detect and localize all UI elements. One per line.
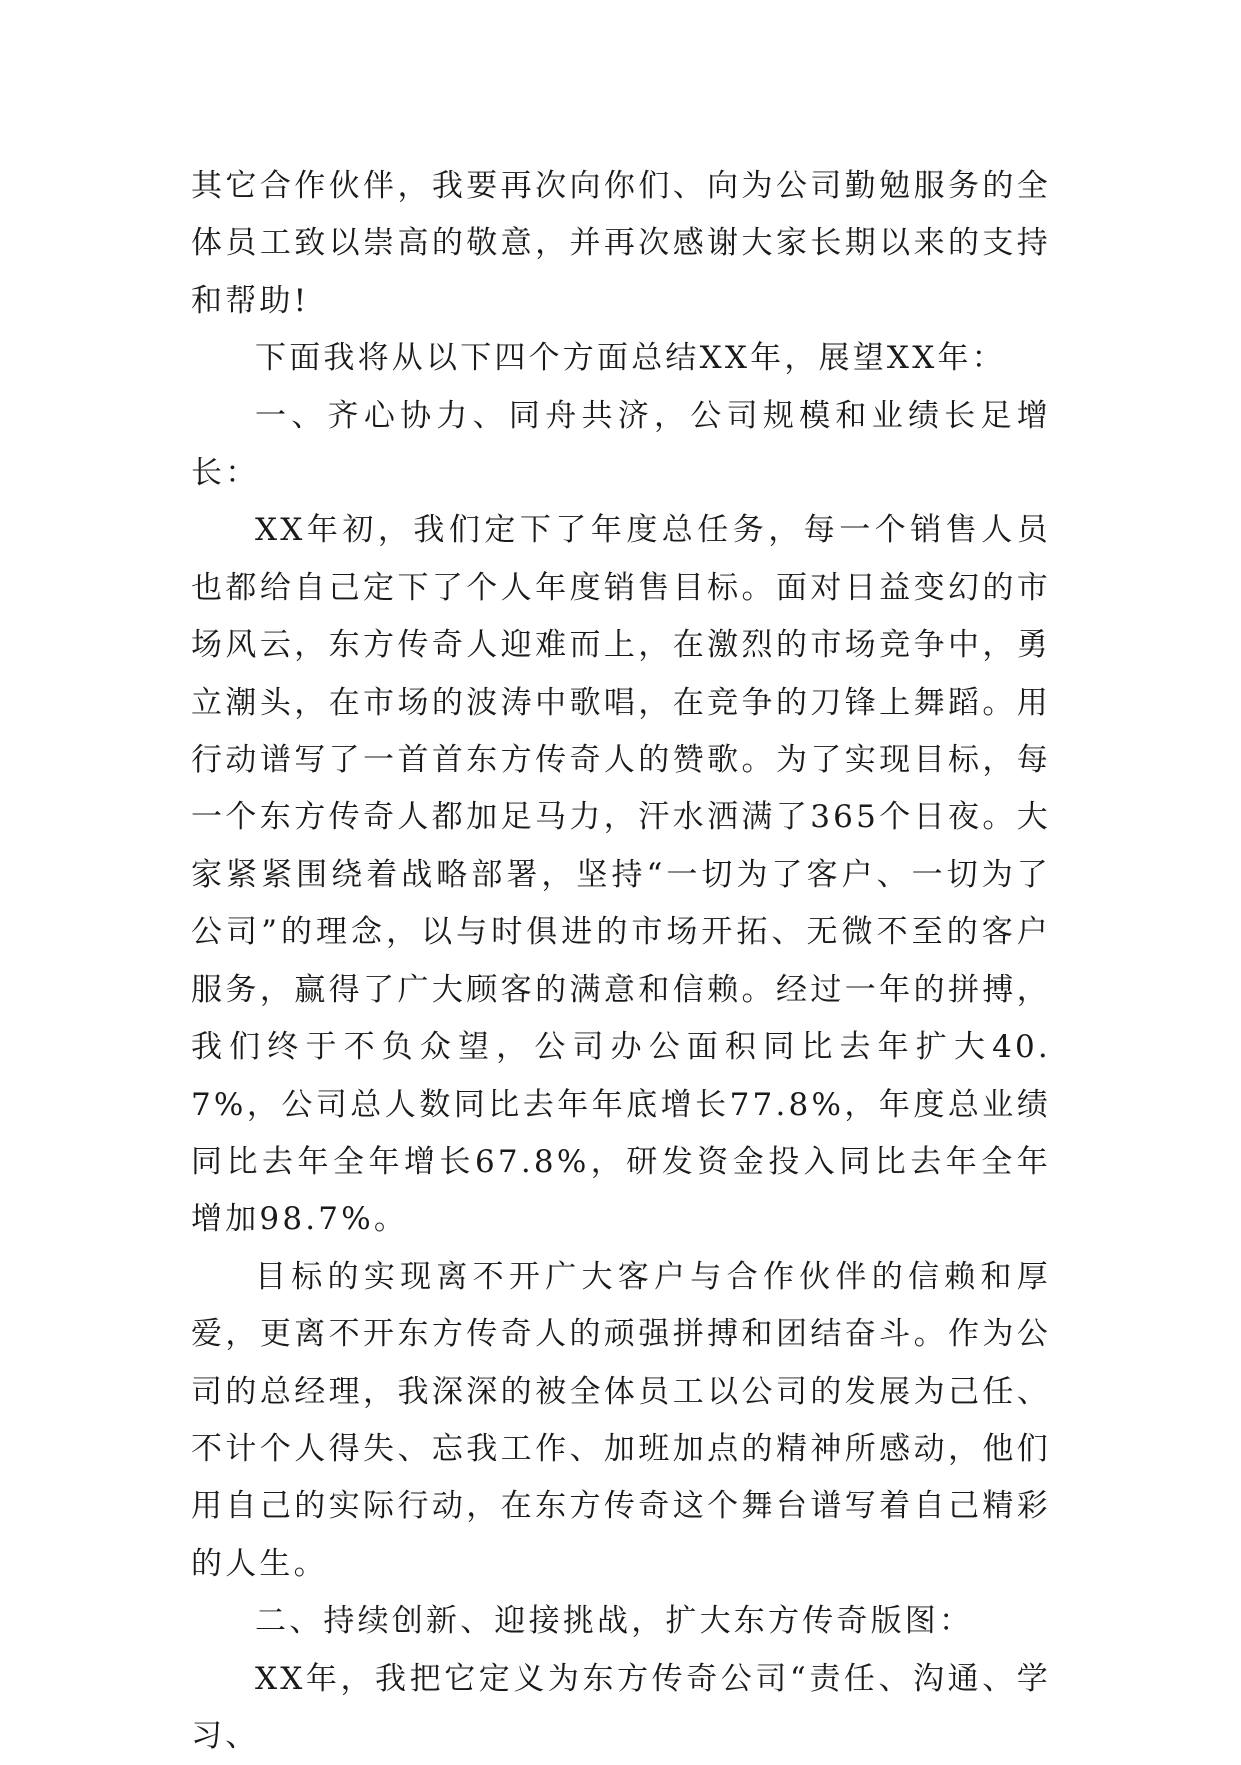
paragraph-definition: XX年，我把它定义为东方传奇公司“责任、沟通、学习、: [191, 1660, 1051, 1754]
section-heading-one: 一、齐心协力、同舟共济，公司规模和业绩长足增长：: [191, 397, 1051, 492]
paragraph-continuation: 其它合作伙伴，我要再次向你们、向为公司勤勉服务的全体员工致以崇高的敬意，并再次感谢大家长期以来的支持和帮助!: [191, 168, 1051, 319]
paragraph-achievements: XX年初，我们定下了年度总任务，每一个销售人员也都给自己定下了个人年度销售目标。面对日益变幻的市场风云，东方传奇人迎难而上，在激烈的市场竞争中，勇立潮头，在市场的波涛中歌唱，在竞争的刀锋上舞蹈。用行动谱写了一首首东方传奇人的赞歌。为了实现目标，每一个东方传奇人都加足马力，汗水洒满了365个日夜。大家紧紧围绕着战略部署，坚持“一切为了客户、一切为了公司”的理念，以与时俱进的市场开拓、无微不至的客户服务，赢得了广大顾客的满意和信赖。经过一年的拼搏，我们终于不负众望，公司办公面积同比去年扩大40.7%，公司总人数同比去年年底增长77.8%，年度总业绩同比去年全年增长67.8%，研发资金投入同比去年全年增加98.7%。: [191, 512, 1051, 1238]
section-heading-two: 二、持续创新、迎接挑战，扩大东方传奇版图：: [255, 1603, 974, 1640]
paragraph-gratitude: 目标的实现离不开广大客户与合作伙伴的信赖和厚爱，更离不开东方传奇人的顽强拼搏和团结奋斗。作为公司的总经理，我深深的被全体员工以公司的发展为己任、不计个人得失、忘我工作、加班加点的精神所感动，他们用自己的实际行动，在东方传奇这个舞台谱写着自己精彩的人生。: [191, 1258, 1051, 1582]
paragraph-overview: 下面我将从以下四个方面总结XX年，展望XX年：: [255, 340, 1006, 377]
document-body: [191, 158, 1051, 1765]
